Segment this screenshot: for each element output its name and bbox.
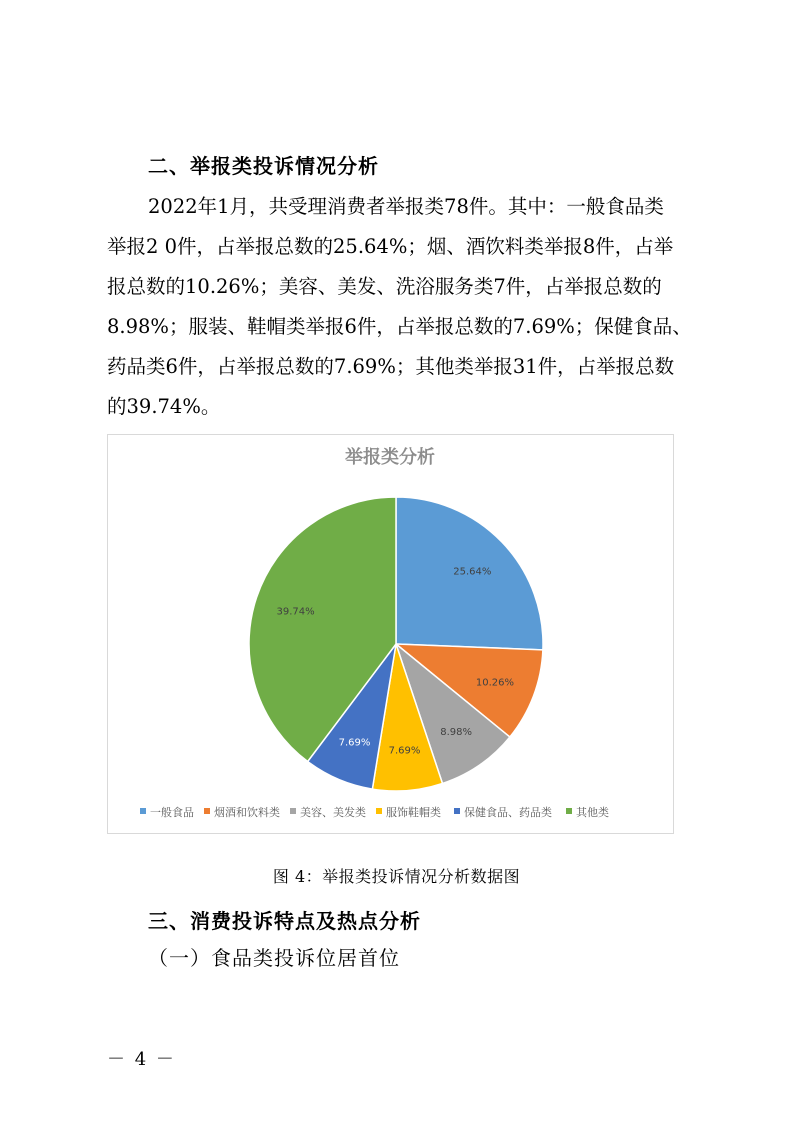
section-heading-complaints-report: 二、举报类投诉情况分析 — [148, 154, 379, 178]
pie-chart — [108, 435, 673, 833]
pie-data-label: 25.64% — [453, 566, 492, 578]
legend-label: 烟酒和饮料类 — [214, 806, 280, 819]
pie-chart-frame — [107, 434, 674, 834]
paragraph-line: 的39.74%。 — [107, 395, 221, 418]
paragraph-line: 举报2 0件，占举报总数的25.64%；烟、酒饮料类举报8件，占举 — [107, 235, 674, 258]
legend-label: 保健食品、药品类 — [464, 806, 552, 819]
figure-caption: 图 4：举报类投诉情况分析数据图 — [272, 867, 521, 886]
section-heading-hotspots: 三、消费投诉特点及热点分析 — [148, 909, 421, 933]
legend-swatch — [204, 808, 210, 814]
legend-swatch — [454, 808, 460, 814]
legend-label: 美容、美发类 — [300, 806, 366, 819]
legend-label: 其他类 — [576, 806, 609, 819]
pie-data-label: 7.69% — [338, 737, 371, 749]
legend-swatch — [566, 808, 572, 814]
page-number: － 4 － — [107, 1049, 176, 1070]
subsection-heading: （一）食品类投诉位居首位 — [148, 946, 400, 970]
pie-data-label: 10.26% — [475, 677, 515, 689]
pie-data-label: 7.69% — [388, 745, 421, 757]
report-summary-paragraph — [107, 187, 697, 427]
pie-data-label: 39.74% — [276, 606, 315, 618]
legend-swatch — [376, 808, 382, 814]
paragraph-line: 8.98%；服装、鞋帽类举报6件，占举报总数的7.69%；保健食品、 — [107, 315, 692, 338]
paragraph-line: 2022年1月，共受理消费者举报类78件。其中：一般食品类 — [148, 195, 664, 218]
chart-title: 举报类分析 — [345, 447, 435, 468]
legend-label: 一般食品 — [150, 806, 194, 819]
paragraph-line: 药品类6件，占举报总数的7.69%；其他类举报31件，占举报总数 — [107, 355, 675, 378]
legend-label: 服饰鞋帽类 — [386, 806, 441, 819]
pie-data-label: 8.98% — [440, 727, 472, 739]
legend-swatch — [140, 808, 146, 814]
paragraph-line: 报总数的10.26%；美容、美发、洗浴服务类7件，占举报总数的 — [107, 275, 662, 298]
chart-legend — [140, 805, 609, 819]
legend-swatch — [290, 808, 296, 814]
